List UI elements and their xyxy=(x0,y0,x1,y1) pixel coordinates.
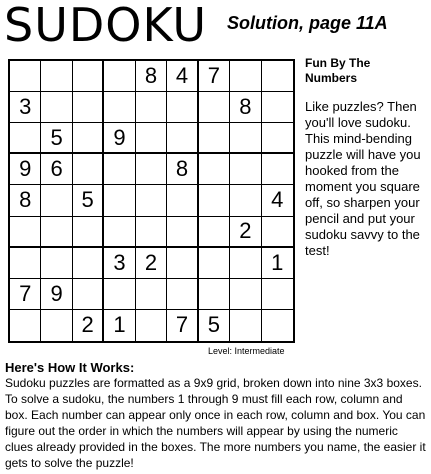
sidebar-text: Like puzzles? Then you'll love sudoku. This mind-bending puzzle will have you hooked from the moment you square off, so sharpen your pencil and put your sudoku savvy to the test! xyxy=(305,99,421,258)
given-cell: 4 xyxy=(167,61,198,92)
given-cell: 9 xyxy=(41,279,72,310)
given-cell: 9 xyxy=(10,154,41,185)
empty-cell xyxy=(10,61,41,92)
given-cell: 7 xyxy=(199,61,230,92)
puzzle-title: SUDOKU xyxy=(4,0,208,52)
empty-cell xyxy=(41,310,72,341)
empty-cell xyxy=(136,217,167,248)
given-cell: 8 xyxy=(136,61,167,92)
empty-cell xyxy=(73,154,104,185)
given-cell: 1 xyxy=(104,310,135,341)
empty-cell xyxy=(136,123,167,154)
solution-reference: Solution, page 11A xyxy=(227,13,388,33)
given-cell: 1 xyxy=(262,248,293,279)
empty-cell xyxy=(167,185,198,216)
empty-cell xyxy=(230,279,261,310)
given-cell: 2 xyxy=(230,217,261,248)
empty-cell xyxy=(262,279,293,310)
empty-cell xyxy=(199,154,230,185)
empty-cell xyxy=(262,217,293,248)
difficulty-level: Level: Intermediate xyxy=(208,346,285,356)
empty-cell xyxy=(167,248,198,279)
empty-cell xyxy=(199,248,230,279)
given-cell: 7 xyxy=(167,310,198,341)
given-cell: 8 xyxy=(167,154,198,185)
empty-cell xyxy=(73,248,104,279)
empty-cell xyxy=(104,154,135,185)
empty-cell xyxy=(230,310,261,341)
empty-cell xyxy=(104,279,135,310)
instructions-heading: Here's How It Works: xyxy=(5,360,135,375)
given-cell: 3 xyxy=(10,92,41,123)
empty-cell xyxy=(41,248,72,279)
empty-cell xyxy=(10,310,41,341)
empty-cell xyxy=(199,185,230,216)
empty-cell xyxy=(262,310,293,341)
empty-cell xyxy=(104,61,135,92)
empty-cell xyxy=(230,123,261,154)
empty-cell xyxy=(41,61,72,92)
empty-cell xyxy=(167,92,198,123)
empty-cell xyxy=(104,217,135,248)
empty-cell xyxy=(10,248,41,279)
empty-cell xyxy=(230,61,261,92)
empty-cell xyxy=(230,248,261,279)
empty-cell xyxy=(10,123,41,154)
given-cell: 6 xyxy=(41,154,72,185)
given-cell: 5 xyxy=(41,123,72,154)
empty-cell xyxy=(167,123,198,154)
empty-cell xyxy=(230,185,261,216)
given-cell: 2 xyxy=(136,248,167,279)
empty-cell xyxy=(262,154,293,185)
given-cell: 7 xyxy=(10,279,41,310)
empty-cell xyxy=(73,61,104,92)
empty-cell xyxy=(104,185,135,216)
given-cell: 3 xyxy=(104,248,135,279)
empty-cell xyxy=(136,92,167,123)
instructions-text: Sudoku puzzles are formatted as a 9x9 grid, broken down into nine 3x3 boxes. To solve a sudoku, the numbers 1 through 9 must fill each row, column and box. Each number can appear only once in each row, column and box. You can figure out the order in which the numbers will appear by using the numeric clues already provided in the boxes. The more numbers you name, the easier it gets to solve the puzzle! xyxy=(5,376,426,470)
given-cell: 5 xyxy=(73,185,104,216)
empty-cell xyxy=(41,217,72,248)
empty-cell xyxy=(41,185,72,216)
given-cell: 8 xyxy=(230,92,261,123)
empty-cell xyxy=(230,154,261,185)
given-cell: 8 xyxy=(10,185,41,216)
empty-cell xyxy=(199,92,230,123)
empty-cell xyxy=(199,279,230,310)
empty-cell xyxy=(73,123,104,154)
empty-cell xyxy=(136,310,167,341)
given-cell: 5 xyxy=(199,310,230,341)
given-cell: 2 xyxy=(73,310,104,341)
empty-cell xyxy=(262,92,293,123)
empty-cell xyxy=(262,123,293,154)
empty-cell xyxy=(199,123,230,154)
sidebar-heading: Fun By The Numbers xyxy=(305,56,371,85)
empty-cell xyxy=(167,279,198,310)
empty-cell xyxy=(136,185,167,216)
empty-cell xyxy=(262,61,293,92)
empty-cell xyxy=(41,92,72,123)
empty-cell xyxy=(73,217,104,248)
empty-cell xyxy=(104,92,135,123)
sudoku-grid xyxy=(8,59,295,343)
empty-cell xyxy=(199,217,230,248)
empty-cell xyxy=(167,217,198,248)
empty-cell xyxy=(10,217,41,248)
empty-cell xyxy=(73,92,104,123)
empty-cell xyxy=(136,279,167,310)
empty-cell xyxy=(73,279,104,310)
given-cell: 9 xyxy=(104,123,135,154)
empty-cell xyxy=(136,154,167,185)
given-cell: 4 xyxy=(262,185,293,216)
